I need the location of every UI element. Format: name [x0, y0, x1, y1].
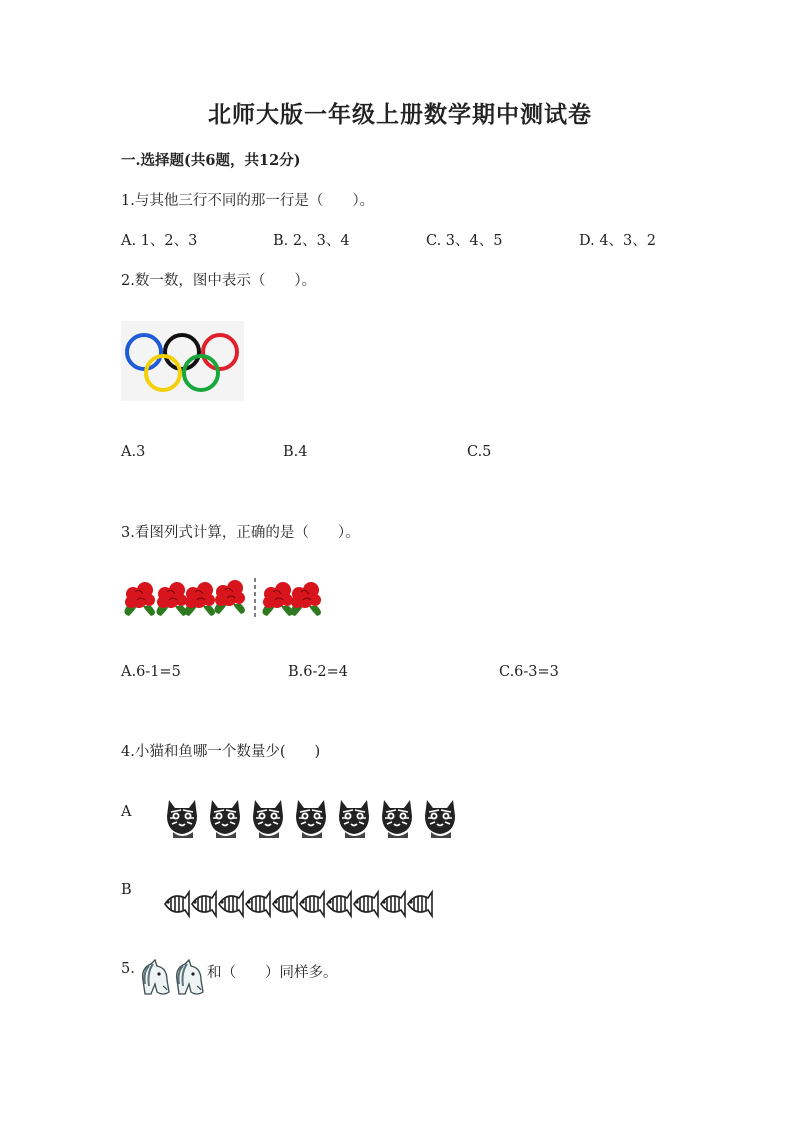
fish-icon — [219, 892, 243, 916]
flower-icon — [262, 582, 293, 616]
fish-icon — [165, 892, 189, 916]
section-heading: 一.选择题(共6题，共12分) — [121, 152, 301, 169]
question-1-option-d[interactable]: D. 4、3、2 — [579, 233, 657, 249]
question-1-option-a[interactable]: A. 1、2、3 — [121, 233, 198, 249]
horse-icon — [177, 960, 203, 994]
cat-icon — [253, 800, 283, 838]
question-5-stem: 和（ ）同样多。 — [207, 965, 338, 981]
fish-icon — [327, 892, 351, 916]
question-1-option-c[interactable]: C. 3、4、5 — [426, 233, 503, 249]
question-3-option-b[interactable]: B.6-2=4 — [288, 664, 348, 680]
olympic-rings-image — [121, 321, 244, 401]
cat-icon — [382, 800, 412, 838]
fish-icon — [273, 892, 297, 916]
flower-icon — [124, 582, 155, 616]
fish-icon — [381, 892, 405, 916]
cat-icon — [167, 800, 197, 838]
flower-icon — [214, 580, 245, 614]
question-3-stem: 3.看图列式计算，正确的是（ ）。 — [121, 525, 360, 541]
question-2-option-b[interactable]: B.4 — [283, 444, 308, 460]
flower-icon — [184, 582, 215, 616]
question-2-option-c[interactable]: C.5 — [467, 444, 492, 460]
question-5-number: 5. — [121, 961, 135, 977]
question-4-row-a-label[interactable]: A — [121, 804, 132, 820]
fish-icon — [300, 892, 324, 916]
flower-icon — [290, 582, 321, 616]
cat-icon — [339, 800, 369, 838]
cats-image — [163, 796, 467, 840]
horses-image — [135, 958, 207, 996]
cat-icon — [425, 800, 455, 838]
question-2-option-a[interactable]: A.3 — [121, 444, 146, 460]
fish-icon — [246, 892, 270, 916]
question-4-stem: 4.小猫和鱼哪一个数量少( ) — [121, 744, 321, 760]
fish-icon — [354, 892, 378, 916]
fish-image — [163, 890, 439, 920]
olympic-rings-background — [121, 321, 244, 401]
question-3-option-c[interactable]: C.6-3=3 — [499, 664, 559, 680]
question-3-option-a[interactable]: A.6-1=5 — [121, 664, 181, 680]
horse-icon — [143, 960, 169, 994]
flowers-image — [121, 574, 326, 620]
question-1-option-b[interactable]: B. 2、3、4 — [273, 233, 350, 249]
fish-icon — [192, 892, 216, 916]
question-1-stem: 1.与其他三行不同的那一行是（ ）。 — [121, 193, 375, 209]
question-4-row-b-label[interactable]: B — [121, 882, 132, 898]
flower-icon — [156, 582, 187, 616]
cat-icon — [296, 800, 326, 838]
cat-icon — [210, 800, 240, 838]
fish-icon — [408, 892, 432, 916]
question-2-stem: 2.数一数，图中表示（ ）。 — [121, 273, 317, 289]
page-title: 北师大版一年级上册数学期中测试卷 — [208, 101, 592, 128]
